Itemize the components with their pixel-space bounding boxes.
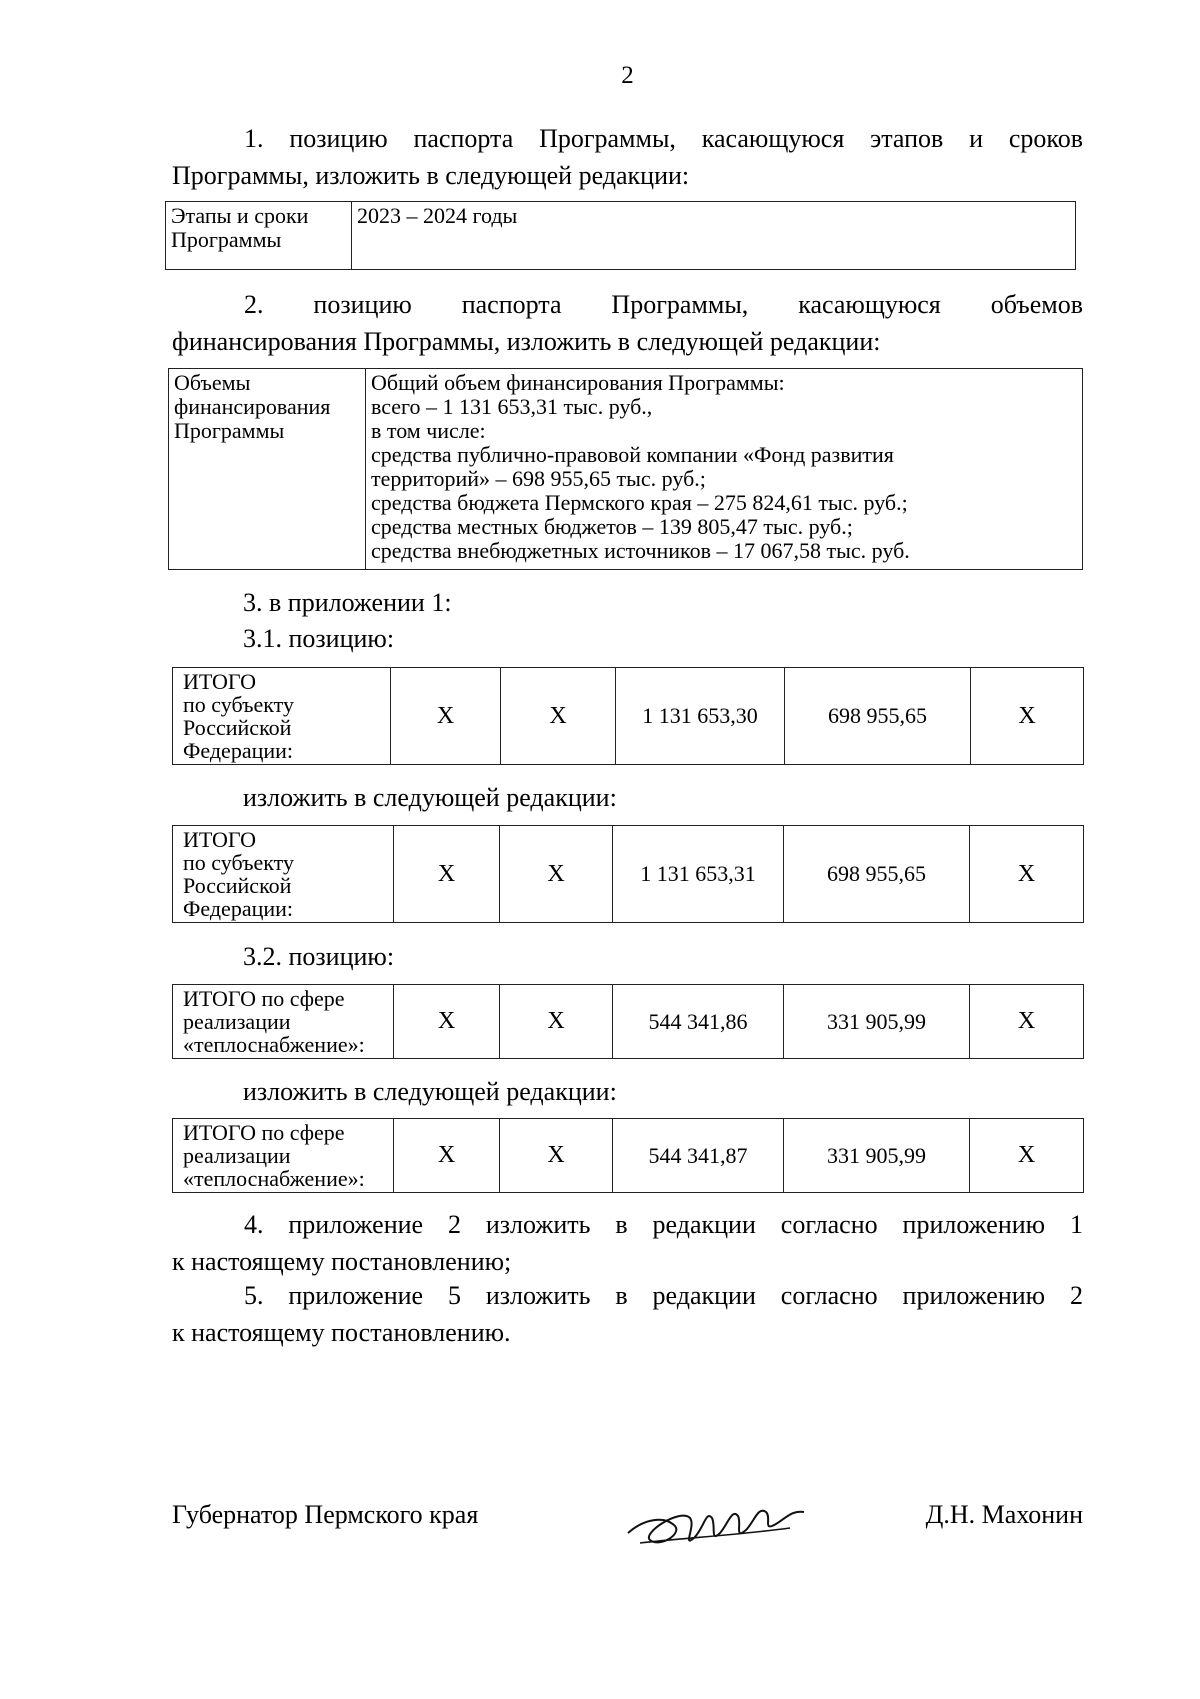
financing-line: средства местных бюджетов – 139 805,47 тыс. руб.; — [371, 514, 853, 539]
row-cell-1: X — [394, 1119, 500, 1193]
stages-label-cell — [166, 202, 352, 270]
row-cell-1: X — [394, 985, 500, 1059]
row-label-line: реализации — [183, 1143, 291, 1168]
item-2-paragraph — [172, 286, 1083, 360]
row-label-line: реализации — [183, 1009, 291, 1034]
item-1-continuation: Программы, изложить в следующей редакции: — [172, 161, 690, 190]
row-cell-1: X — [394, 826, 500, 923]
item-4-continuation: к настоящему постановлению; — [172, 1247, 512, 1276]
row-cell-2: X — [501, 668, 616, 765]
financing-label-line: Объемы — [174, 370, 251, 395]
row-label-line: Федерации: — [183, 738, 294, 763]
row-label-line: ИТОГО по сфере — [183, 986, 345, 1011]
stages-label-line: Программы — [171, 227, 282, 252]
item-1-first-line: 1. позицию паспорта Программы, касающуюся этапов и сроков — [244, 124, 1083, 153]
item-5-paragraph — [172, 1277, 1083, 1351]
financing-label-cell — [169, 369, 366, 570]
handwritten-signature — [620, 1488, 810, 1558]
row-cell-3: 544 341,86 — [613, 985, 784, 1059]
row-cell-3: 544 341,87 — [613, 1119, 784, 1193]
total-subject-new-row — [172, 825, 1084, 923]
row-label-cell — [173, 1119, 394, 1193]
item-5-first-line: 5. приложение 5 изложить в редакции согласно приложению 2 — [244, 1281, 1083, 1310]
row-cell-5: X — [970, 985, 1084, 1059]
row-cell-4: 331 905,99 — [784, 985, 970, 1059]
item-2-first-line: 2. позицию паспорта Программы, касающуюся объемов — [244, 290, 1083, 319]
signatory-name: Д.Н. Махонин — [925, 1500, 1083, 1529]
stages-table — [165, 201, 1076, 270]
item-3-1-heading: 3.1. позицию: — [243, 624, 395, 653]
financing-line: территорий» – 698 955,65 тыс. руб.; — [371, 466, 706, 491]
row-label-line: «теплоснабжение»: — [183, 1166, 365, 1191]
row-label-cell — [173, 826, 394, 923]
row-label-line: «теплоснабжение»: — [183, 1032, 365, 1057]
row-cell-4: 331 905,99 — [784, 1119, 970, 1193]
item-1-paragraph — [172, 120, 1083, 194]
financing-line: средства публично-правовой компании «Фонд развития — [371, 442, 894, 467]
financing-line: всего – 1 131 653,31 тыс. руб., — [371, 394, 653, 419]
row-cell-5: X — [970, 1119, 1084, 1193]
edit-label-2: изложить в следующей редакции: — [243, 1077, 617, 1106]
row-label-line: Российской — [183, 873, 292, 898]
row-cell-1: X — [391, 668, 501, 765]
financing-table — [168, 368, 1083, 570]
row-cell-2: X — [500, 1119, 613, 1193]
item-3-2-heading: 3.2. позицию: — [243, 942, 395, 971]
row-cell-3: 1 131 653,31 — [613, 826, 784, 923]
item-5-continuation: к настоящему постановлению. — [172, 1318, 511, 1347]
row-cell-4: 698 955,65 — [785, 668, 971, 765]
total-heating-new-row — [172, 1118, 1084, 1193]
page-number: 2 — [621, 62, 634, 89]
financing-label-line: Программы — [174, 418, 285, 443]
row-cell-3: 1 131 653,30 — [616, 668, 785, 765]
item-4-first-line: 4. приложение 2 изложить в редакции согласно приложению 1 — [244, 1210, 1083, 1239]
financing-line: в том числе: — [371, 418, 486, 443]
row-label-line: Российской — [183, 715, 292, 740]
row-label-line: ИТОГО по сфере — [183, 1120, 345, 1145]
stages-label-line: Этапы и сроки — [171, 203, 309, 228]
row-cell-5: X — [971, 668, 1084, 765]
row-label-line: по субъекту — [183, 850, 294, 875]
row-label-cell — [173, 668, 391, 765]
signatory-position: Губернатор Пермского края — [172, 1500, 479, 1529]
total-subject-old-row — [172, 667, 1084, 765]
row-cell-5: X — [970, 826, 1084, 923]
item-2-continuation: финансирования Программы, изложить в следующей редакции: — [172, 327, 881, 356]
edit-label-1: изложить в следующей редакции: — [243, 783, 617, 812]
row-cell-4: 698 955,65 — [784, 826, 970, 923]
row-label-line: Федерации: — [183, 896, 294, 921]
row-label-line: по субъекту — [183, 692, 294, 717]
row-label-cell — [173, 985, 394, 1059]
total-heating-old-row — [172, 984, 1084, 1059]
row-cell-2: X — [500, 985, 613, 1059]
financing-value-cell — [366, 369, 1083, 570]
row-cell-2: X — [500, 826, 613, 923]
item-4-paragraph — [172, 1206, 1083, 1280]
financing-line: Общий объем финансирования Программы: — [371, 370, 785, 395]
financing-label-line: финансирования — [174, 394, 331, 419]
financing-line: средства внебюджетных источников – 17 067,58 тыс. руб. — [371, 538, 910, 563]
financing-line: средства бюджета Пермского края – 275 824,61 тыс. руб.; — [371, 490, 908, 515]
row-label-line: ИТОГО — [183, 827, 256, 852]
row-label-line: ИТОГО — [183, 669, 256, 694]
stages-value-cell: 2023 – 2024 годы — [352, 202, 1076, 270]
item-3-heading: 3. в приложении 1: — [243, 588, 452, 617]
